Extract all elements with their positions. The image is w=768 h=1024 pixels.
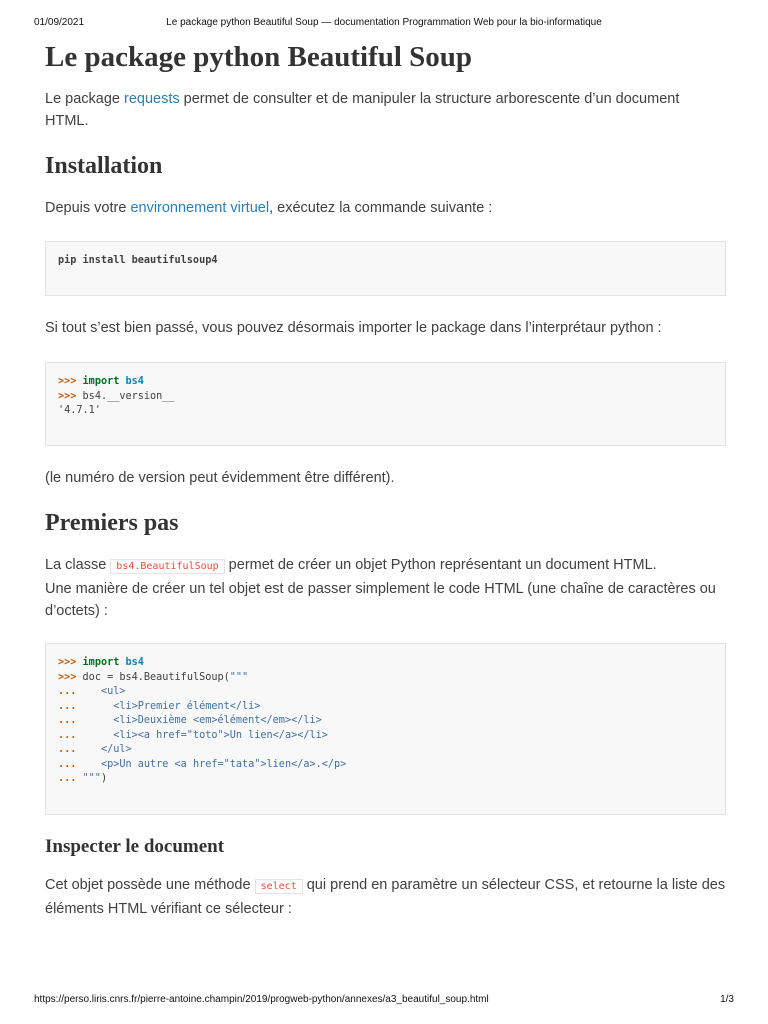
premiers-pas-heading: Premiers pas bbox=[45, 510, 179, 536]
intro-paragraph bbox=[45, 88, 726, 132]
installation-paragraph bbox=[45, 197, 726, 219]
pip-command-text: pip install beautifulsoup4 bbox=[58, 255, 218, 266]
code-prompt: >>> bbox=[58, 657, 77, 668]
print-header bbox=[0, 17, 768, 31]
version-note-paragraph: (le numéro de version peut évidemment être différent). bbox=[45, 470, 395, 486]
code-string: <li>Premier élément</li> bbox=[76, 700, 261, 712]
code-prompt: >>> bbox=[58, 671, 77, 683]
beautifulsoup-code-block bbox=[45, 643, 726, 815]
code-continuation: ... bbox=[58, 700, 77, 712]
code-output: '4.7.1' bbox=[58, 405, 101, 416]
inline-code-select: select bbox=[255, 879, 303, 894]
page-title: Le package python Beautiful Soup bbox=[45, 41, 473, 73]
code-continuation: ... bbox=[58, 686, 77, 697]
code-keyword: import bbox=[82, 657, 120, 668]
version-code-block bbox=[45, 362, 726, 446]
print-page-number: 1/3 bbox=[720, 994, 734, 1005]
code-string: """ bbox=[229, 671, 249, 683]
pip-code-block bbox=[45, 241, 726, 296]
inspecter-heading: Inspecter le document bbox=[45, 836, 225, 857]
inspecter-text-start: Cet objet possède une méthode bbox=[45, 877, 255, 893]
code-continuation: ... bbox=[58, 773, 77, 784]
code-string: </ul> bbox=[76, 744, 132, 755]
intro-text-start: Le package bbox=[45, 91, 125, 107]
print-date: 01/09/2021 bbox=[34, 17, 85, 28]
beautifulsoup-code bbox=[46, 644, 725, 799]
premiers-pas-text-start: La classe bbox=[45, 557, 111, 573]
installation-text-start: Depuis votre bbox=[45, 200, 131, 216]
code-continuation: ... bbox=[58, 758, 77, 770]
code-line: doc = bs4.BeautifulSoup( bbox=[82, 671, 230, 683]
code-string: """ bbox=[76, 773, 101, 784]
inspecter-paragraph bbox=[45, 874, 726, 920]
code-string: <ul> bbox=[76, 686, 126, 697]
premiers-pas-text-mid: permet de créer un objet Python représentant un document HTML. bbox=[224, 557, 657, 573]
inline-code-beautifulsoup: bs4.BeautifulSoup bbox=[110, 559, 224, 574]
print-title: Le package python Beautiful Soup — documentation Programmation Web pour la bio-informatique bbox=[166, 17, 602, 28]
code-prompt: >>> bbox=[58, 376, 77, 387]
premiers-pas-paragraph bbox=[45, 554, 726, 622]
code-line: ) bbox=[100, 773, 108, 784]
requests-link[interactable]: requests bbox=[124, 91, 180, 107]
code-string: <li>Deuxième <em>élément</em></li> bbox=[76, 715, 322, 726]
code-continuation: ... bbox=[58, 744, 77, 755]
pip-command bbox=[46, 242, 725, 281]
code-continuation: ... bbox=[58, 715, 77, 726]
code-keyword: import bbox=[82, 376, 120, 387]
code-continuation: ... bbox=[58, 729, 77, 741]
code-line: bs4.__version__ bbox=[82, 390, 175, 402]
import-intro-paragraph: Si tout s’est bien passé, vous pouvez désormais importer le package dans l’interprétaur python : bbox=[45, 320, 662, 336]
print-url: https://perso.liris.cnrs.fr/pierre-antoine.champin/2019/progweb-python/annexes/a3_beautiful_soup.html bbox=[34, 994, 489, 1005]
premiers-pas-text-end: Une manière de créer un tel objet est de passer simplement le code HTML (une chaîne de caractères ou d’octets) : bbox=[45, 581, 716, 619]
inspecter-text-end: qui prend en paramètre un sélecteur CSS, et retourne la liste des éléments HTML vérifiant ce sélecteur : bbox=[45, 877, 726, 917]
installation-text-end: , exécutez la commande suivante : bbox=[269, 200, 493, 216]
virtual-env-link[interactable]: environnement virtuel bbox=[130, 200, 270, 216]
code-prompt: >>> bbox=[58, 390, 77, 402]
code-module: bs4 bbox=[125, 376, 144, 387]
code-string: <p>Un autre <a href="tata">lien</a>.</p> bbox=[76, 758, 347, 770]
intro-text-end: permet de consulter et de manipuler la structure arborescente d’un document HTML. bbox=[45, 91, 680, 129]
print-footer bbox=[0, 994, 768, 1008]
code-string: <li><a href="toto">Un lien</a></li> bbox=[76, 729, 328, 741]
version-code bbox=[46, 363, 725, 431]
installation-heading: Installation bbox=[45, 153, 163, 179]
code-module: bs4 bbox=[125, 657, 144, 668]
